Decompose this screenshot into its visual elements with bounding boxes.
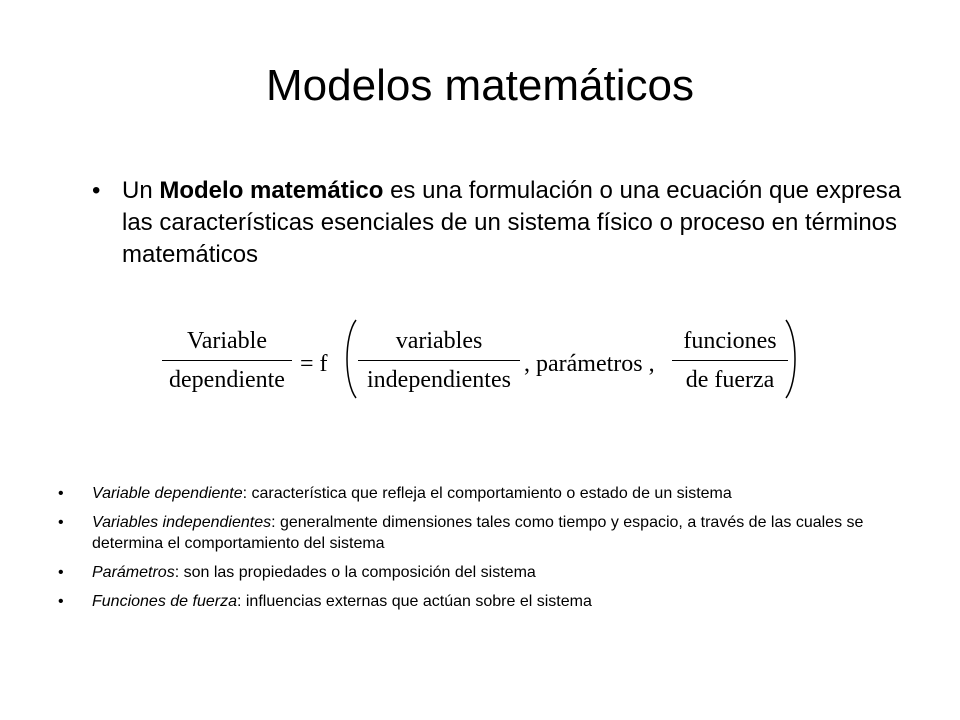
fraction-bar bbox=[162, 360, 292, 361]
slide-title: Modelos matemáticos bbox=[266, 61, 694, 110]
lhs-fraction bbox=[162, 328, 292, 393]
arg1-denominator: independientes bbox=[367, 367, 511, 393]
model-equation bbox=[162, 318, 802, 400]
definition-item bbox=[58, 512, 888, 554]
arg1-numerator: variables bbox=[395, 328, 483, 354]
definition-item bbox=[58, 483, 888, 504]
main-bullet-point bbox=[92, 175, 922, 271]
definition-text: : generalmente dimensiones tales como tiempo y espacio, a través de las cuales se determina el comportamiento del sistema bbox=[92, 514, 864, 552]
definition-item bbox=[58, 562, 888, 583]
definition-item bbox=[58, 591, 888, 612]
definition-text: : son las propiedades o la composición del sistema bbox=[174, 564, 536, 581]
definition-text: : influencias externas que actúan sobre el sistema bbox=[236, 593, 592, 610]
bullet-marker: • bbox=[58, 564, 64, 581]
definition-text: : característica que refleja el comportamiento o estado de un sistema bbox=[242, 485, 732, 502]
lhs-numerator: Variable bbox=[187, 328, 267, 354]
fraction-bar bbox=[358, 360, 520, 361]
definition-term: Variables independientes bbox=[92, 514, 272, 531]
arg3-numerator: funciones bbox=[683, 328, 777, 354]
equals-f: = f bbox=[300, 351, 328, 377]
definition-term: Variable dependiente bbox=[92, 485, 243, 502]
lhs-denominator: dependiente bbox=[169, 367, 285, 393]
definition-term: Parámetros bbox=[92, 564, 175, 581]
bullet-marker: • bbox=[92, 177, 101, 204]
left-parenthesis bbox=[338, 318, 360, 400]
forcing-functions-fraction bbox=[672, 328, 788, 393]
fraction-bar bbox=[672, 360, 788, 361]
right-parenthesis bbox=[782, 318, 804, 400]
bullet-marker: • bbox=[58, 514, 64, 531]
bullet-marker: • bbox=[58, 485, 64, 502]
arg3-denominator: de fuerza bbox=[685, 367, 775, 393]
independent-variables-fraction bbox=[358, 328, 520, 393]
bullet-marker: • bbox=[58, 593, 64, 610]
definitions-list bbox=[58, 483, 888, 620]
comma-parametros: , parámetros , bbox=[524, 351, 655, 377]
main-point-rest: es una formulación o una ecuación que expresa las características esenciales de un sistema físico o proceso en términos matemáticos bbox=[122, 177, 902, 268]
main-point-bold-term: Modelo matemático bbox=[159, 177, 384, 204]
definition-term: Funciones de fuerza bbox=[92, 593, 237, 610]
main-point-prefix: Un bbox=[122, 177, 160, 204]
